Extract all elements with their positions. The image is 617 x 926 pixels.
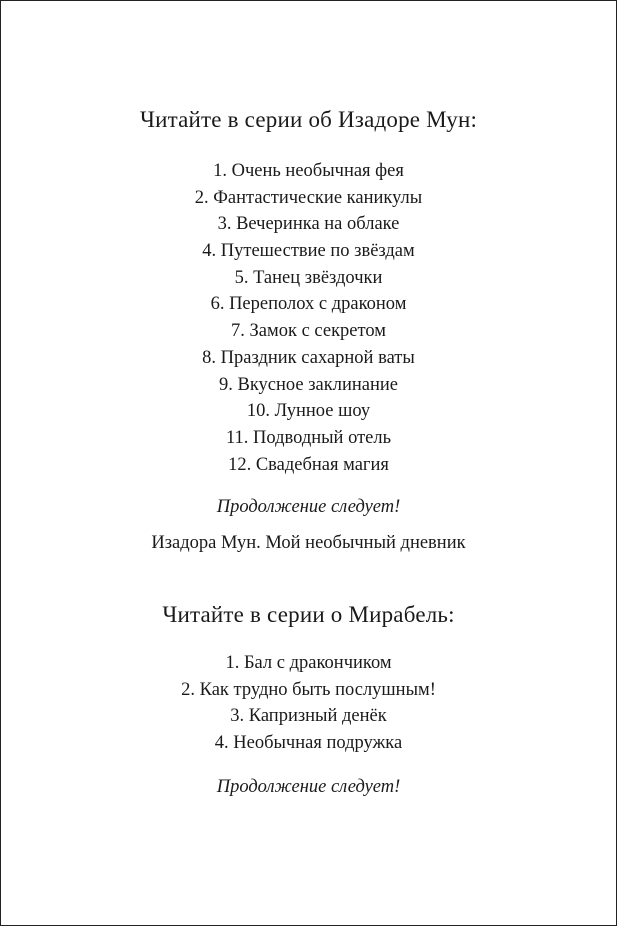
book-list-mirabelle bbox=[1, 650, 616, 757]
series-title-mirabelle: Читайте в серии о Мирабель: bbox=[162, 602, 455, 627]
list-item: 9. Вкусное заклинание bbox=[218, 374, 398, 395]
list-item: 2. Как трудно быть послушным! bbox=[181, 679, 436, 700]
list-item: 2. Фантастические каникулы bbox=[194, 187, 423, 208]
continuation-note-mirabelle: Продолжение следует! bbox=[216, 777, 401, 797]
list-item: 12. Свадебная магия bbox=[228, 454, 389, 475]
list-item: 5. Танец звёздочки bbox=[234, 267, 383, 288]
list-item: 4. Путешествие по звёздам bbox=[202, 241, 415, 262]
list-item: 6. Переполох с драконом bbox=[210, 294, 407, 315]
list-item: 10. Лунное шоу bbox=[246, 401, 371, 422]
list-item: 4. Необычная подружка bbox=[214, 733, 403, 754]
book-list-isadora-moon bbox=[1, 158, 616, 478]
list-item: 8. Праздник сахарной ваты bbox=[202, 347, 415, 368]
list-item: 3. Вечеринка на облаке bbox=[217, 214, 400, 235]
list-item: 11. Подводный отель bbox=[225, 427, 392, 448]
list-item: 7. Замок с секретом bbox=[231, 321, 386, 342]
series-title-isadora-moon: Читайте в серии об Изадоре Мун: bbox=[139, 107, 478, 132]
extra-book-diary: Изадора Мун. Мой необычный дневник bbox=[151, 533, 466, 553]
list-item: 3. Капризный денёк bbox=[230, 706, 387, 727]
continuation-note-isadora-moon: Продолжение следует! bbox=[216, 497, 401, 517]
list-item: 1. Бал с дракончиком bbox=[225, 653, 392, 673]
list-item: 1. Очень необычная фея bbox=[213, 161, 404, 181]
